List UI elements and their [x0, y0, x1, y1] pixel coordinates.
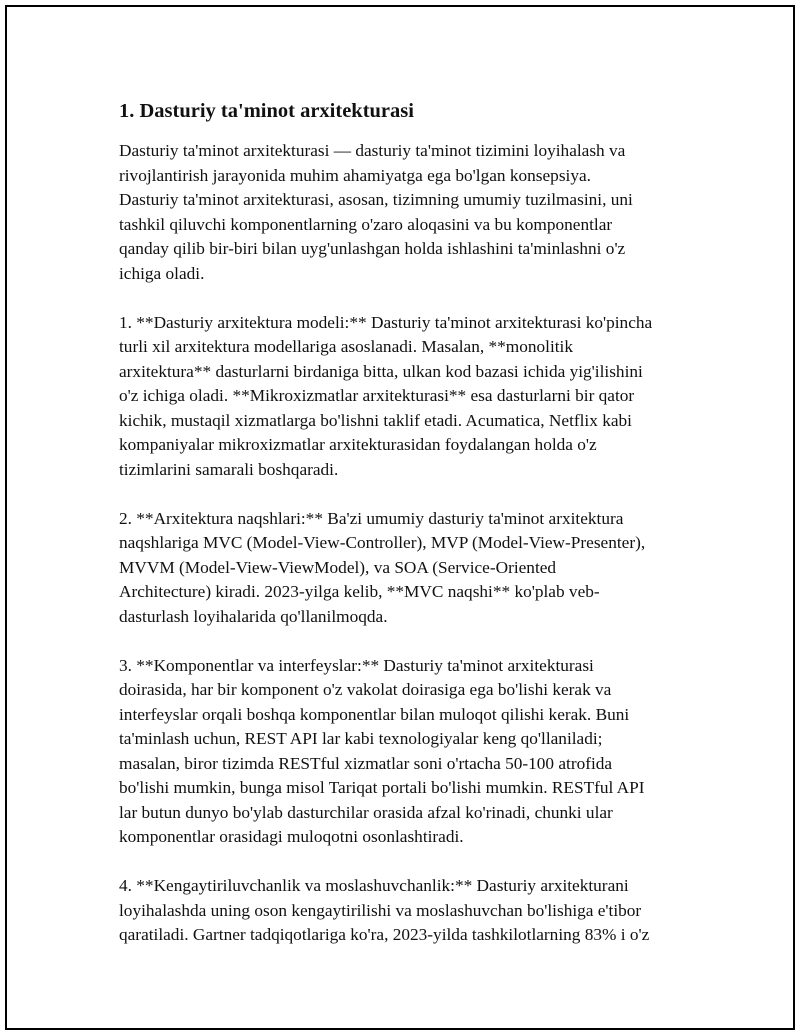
- architecture-model-paragraph: [119, 311, 699, 483]
- text-line: loyihalashda uning oson kengaytirilishi va moslashuvchan bo'lishiga e'tibor: [119, 900, 642, 920]
- text-line: 1. **Dasturiy arxitektura modeli:** Dasturiy ta'minot arxitekturasi ko'pincha: [119, 312, 653, 332]
- text-line: lar butun dunyo bo'ylab dasturchilar orasida afzal ko'rinadi, chunki ular: [119, 802, 613, 822]
- text-line: arxitektura** dasturlarni birdaniga bitta, ulkan kod bazasi ichida yig'ilishini: [119, 361, 643, 381]
- text-line: 2. **Arxitektura naqshlari:** Ba'zi umumiy dasturiy ta'minot arxitektura: [119, 508, 624, 528]
- architecture-patterns-paragraph: [119, 507, 699, 630]
- document-content: [119, 97, 699, 972]
- text-line: dasturlash loyihalarida qo'llanilmoqda.: [119, 606, 388, 626]
- text-line: ichiga oladi.: [119, 263, 205, 283]
- text-line: interfeyslar orqali boshqa komponentlar bilan muloqot qilishi kerak. Buni: [119, 704, 630, 724]
- text-line: qanday qilib bir-biri bilan uyg'unlashgan holda ishlashini ta'minlashni o'z: [119, 239, 626, 258]
- text-line: doirasida, har bir komponent o'z vakolat doirasiga ega bo'lishi kerak va: [119, 680, 612, 699]
- text-line: o'z ichiga oladi. **Mikroxizmatlar arxitekturasi** esa dasturlarni bir qator: [119, 386, 635, 405]
- text-line: Architecture) kiradi. 2023-yilga kelib, **MVC naqshi** ko'plab veb-: [119, 582, 600, 601]
- text-line: tashkil qiluvchi komponentlarning o'zaro aloqasini va bu komponentlar: [119, 214, 613, 234]
- text-line: tizimlarini samarali boshqaradi.: [119, 459, 339, 479]
- document-page: [5, 5, 795, 1030]
- text-line: kompaniyalar mikroxizmatlar arxitekturasidan foydalangan holda o'z: [119, 435, 597, 454]
- text-line: turli xil arxitektura modellariga asoslanadi. Masalan, **monolitik: [119, 337, 574, 356]
- text-line: ta'minlash uchun, REST API lar kabi texnologiyalar keng qo'llaniladi;: [119, 729, 603, 748]
- intro-paragraph: [119, 139, 699, 286]
- text-line: MVVM (Model-View-ViewModel), va SOA (Service-Oriented: [119, 557, 557, 577]
- text-line: naqshlariga MVC (Model-View-Controller), MVP (Model-View-Presenter),: [119, 533, 646, 552]
- text-line: rivojlantirish jarayonida muhim ahamiyatga ega bo'lgan konsepsiya.: [119, 165, 591, 185]
- text-line: 3. **Komponentlar va interfeyslar:** Dasturiy ta'minot arxitekturasi: [119, 655, 594, 675]
- text-line: komponentlar orasidagi muloqotni osonlashtiradi.: [119, 827, 464, 846]
- text-line: masalan, biror tizimda RESTful xizmatlar soni o'rtacha 50-100 atrofida: [119, 753, 613, 773]
- text-line: Dasturiy ta'minot arxitekturasi — dasturiy ta'minot tizimini loyihalash va: [119, 141, 626, 160]
- components-interfaces-paragraph: [119, 654, 699, 850]
- document-title: 1. Dasturiy ta'minot arxitekturasi: [119, 100, 414, 122]
- text-line: Dasturiy ta'minot arxitekturasi, asosan, tizimning umumiy tuzilmasini, uni: [119, 190, 633, 209]
- scalability-paragraph: [119, 874, 699, 948]
- text-line: bo'lishi mumkin, bunga misol Tariqat portali bo'lishi mumkin. RESTful API: [119, 778, 645, 797]
- text-line: kichik, mustaqil xizmatlarga bo'lishni taklif etadi. Acumatica, Netflix kabi: [119, 410, 632, 430]
- text-line: qaratiladi. Gartner tadqiqotlariga ko'ra, 2023-yilda tashkilotlarning 83% i o'z: [119, 925, 650, 944]
- text-line: 4. **Kengaytiriluvchanlik va moslashuvchanlik:** Dasturiy arxitekturani: [119, 876, 629, 895]
